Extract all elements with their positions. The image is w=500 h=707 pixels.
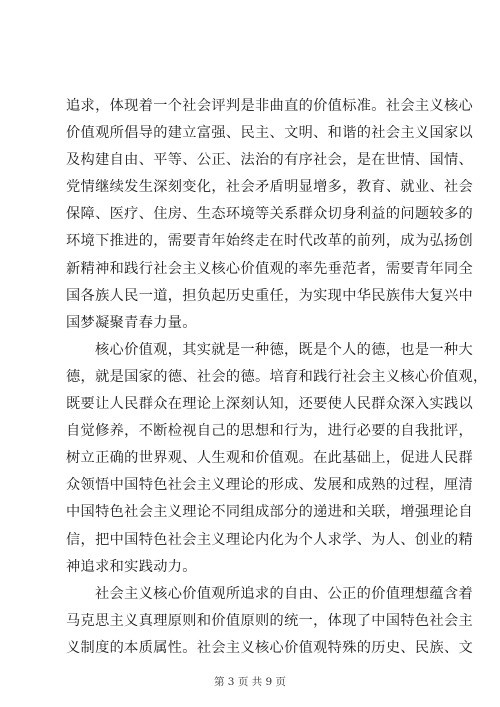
- text-line: 神追求和实践动力。: [66, 558, 197, 575]
- text-line: 自觉修养，不断检视自己的思想和行为，进行必要的自我批评，: [66, 423, 474, 440]
- text-line: 新精神和践行社会主义核心价值观的率先垂范者，需要青年同全: [66, 260, 474, 277]
- text-line: 众领悟中国特色社会主义理论的形成、发展和成熟的过程，厘清: [66, 477, 474, 494]
- text-line: 德，就是国家的德、社会的德。培育和践行社会主义核心价值观，: [66, 368, 488, 385]
- text-line: 党情继续发生深刻变化，社会矛盾明显增多，教育、就业、社会: [66, 179, 474, 196]
- text-line: 既要让人民群众在理论上深刻认知，还要使人民群众深入实践以: [66, 396, 474, 413]
- text-line: 信，把中国特色社会主义理论内化为个人求学、为人、创业的精: [66, 531, 474, 548]
- text-line: 价值观所倡导的建立富强、民主、文明、和谐的社会主义国家以: [66, 125, 474, 142]
- page-number-footer: 第 3 页 共 9 页: [213, 676, 287, 688]
- text-line: 环境下推进的，需要青年始终走在时代改革的前列，成为弘扬创: [66, 233, 474, 250]
- text-line: 马克思主义真理原则和价值原则的统一，体现了中国特色社会主: [66, 612, 474, 629]
- paragraph-first-line: 核心价值观，其实就是一种德，既是个人的德，也是一种大: [95, 341, 473, 358]
- paragraph-first-line: 社会主义核心价值观所追求的自由、公正的价值理想蕴含着: [95, 585, 473, 602]
- body-text: [66, 93, 488, 662]
- text-line: 保障、医疗、住房、生态环境等关系群众切身利益的问题较多的: [66, 206, 474, 223]
- text-line: 国各族人民一道，担负起历史重任，为实现中华民族伟大复兴中: [66, 287, 474, 304]
- text-line: 及构建自由、平等、公正、法治的有序社会，是在世情、国情、: [66, 152, 474, 169]
- text-line: 中国特色社会主义理论不同组成部分的递进和关联，增强理论自: [66, 504, 474, 521]
- text-line: 义制度的本质属性。社会主义核心价值观特殊的历史、民族、文: [66, 639, 474, 656]
- text-line: 追求，体现着一个社会评判是非曲直的价值标准。社会主义核心: [66, 98, 474, 114]
- text-line: 国梦凝聚青春力量。: [66, 314, 197, 331]
- text-line: 树立正确的世界观、人生观和价值观。在此基础上，促进人民群: [66, 450, 474, 467]
